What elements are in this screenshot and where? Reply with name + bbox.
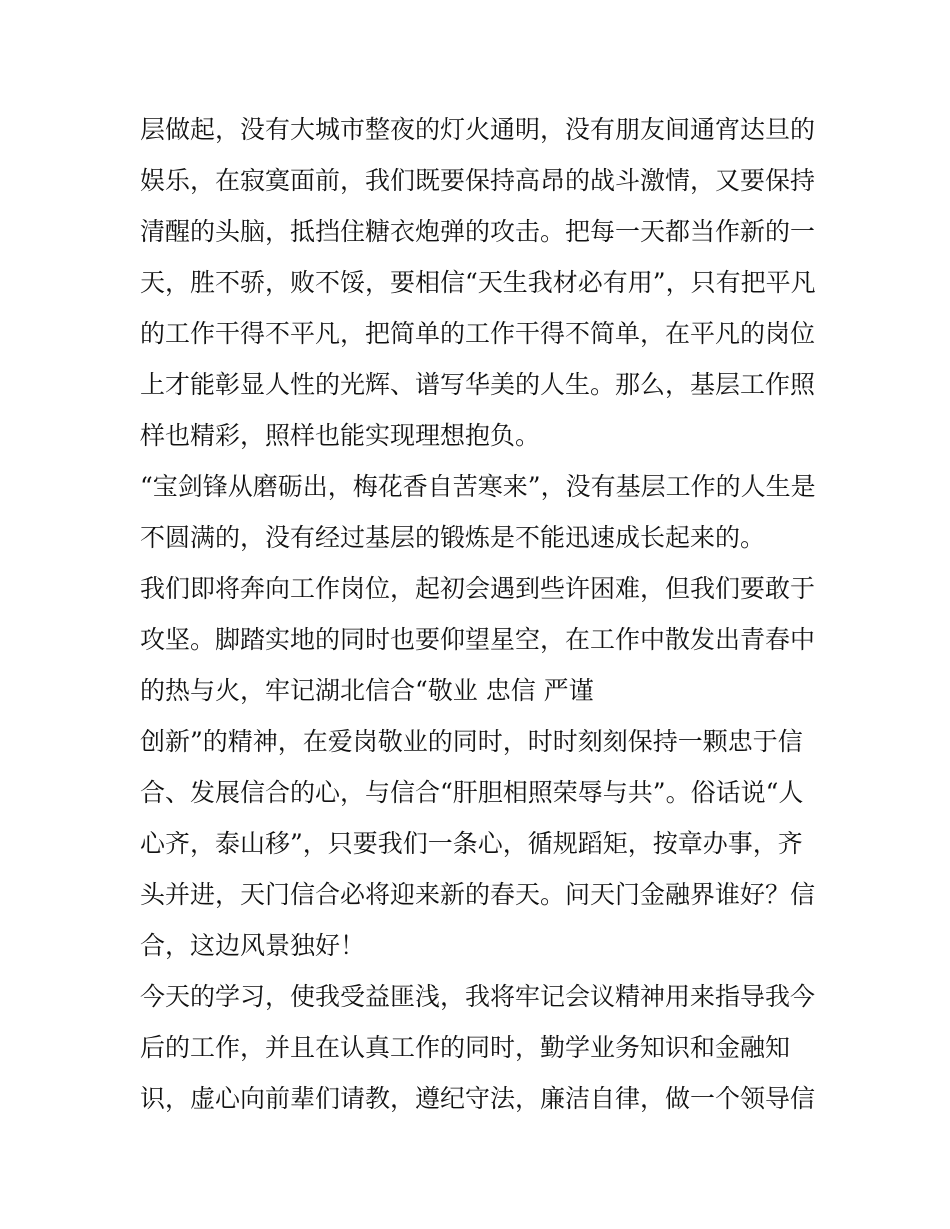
- text-line: 心齐，泰山移”，只要我们一条心，循规蹈矩，按章办事，齐: [140, 829, 803, 858]
- text-line: 天，胜不骄，败不馁，要相信“天生我材必有用”，只有把平凡: [140, 268, 816, 297]
- text-line: 创新”的精神，在爱岗敬业的同时，时时刻刻保持一颗忠于信: [140, 727, 803, 756]
- text-line: 上才能彰显人性的光辉、谱写华美的人生。那么，基层工作照: [140, 370, 816, 399]
- text-line: 我们即将奔向工作岗位，起初会遇到些许困难，但我们要敢于: [140, 574, 816, 603]
- text-line: 层做起，没有大城市整夜的灯火通明，没有朋友间通宵达旦的: [140, 115, 816, 144]
- text-line: 攻坚。脚踏实地的同时也要仰望星空，在工作中散发出青春中: [140, 625, 816, 654]
- text-line: 的热与火，牢记湖北信合“敬业 忠信 严谨: [140, 676, 594, 705]
- text-line: 的工作干得不平凡，把简单的工作干得不简单，在平凡的岗位: [140, 319, 816, 348]
- text-line: 不圆满的，没有经过基层的锻炼是不能迅速成长起来的。: [140, 523, 766, 552]
- text-line: 合，这边风景独好！: [140, 931, 366, 960]
- text-line: 识，虚心向前辈们请教，遵纪守法，廉洁自律，做一个领导信: [140, 1084, 816, 1113]
- text-line: 合、发展信合的心，与信合“肝胆相照荣辱与共”。俗话说“人: [140, 778, 804, 807]
- text-line: 样也精彩，照样也能实现理想抱负。: [140, 421, 541, 450]
- text-line: 今天的学习，使我受益匪浅，我将牢记会议精神用来指导我今: [140, 982, 816, 1011]
- text-line: “宝剑锋从磨砺出，梅花香自苦寒来”，没有基层工作的人生是: [140, 472, 816, 501]
- body-text: [140, 104, 820, 1124]
- text-line: 后的工作，并且在认真工作的同时，勤学业务知识和金融知: [140, 1033, 791, 1062]
- text-line: 头并进，天门信合必将迎来新的春天。问天门金融界谁好？信: [140, 880, 816, 909]
- text-line: 娱乐，在寂寞面前，我们既要保持高昂的战斗激情，又要保持: [140, 166, 816, 195]
- text-line: 清醒的头脑，抵挡住糖衣炮弹的攻击。把每一天都当作新的一: [140, 217, 816, 246]
